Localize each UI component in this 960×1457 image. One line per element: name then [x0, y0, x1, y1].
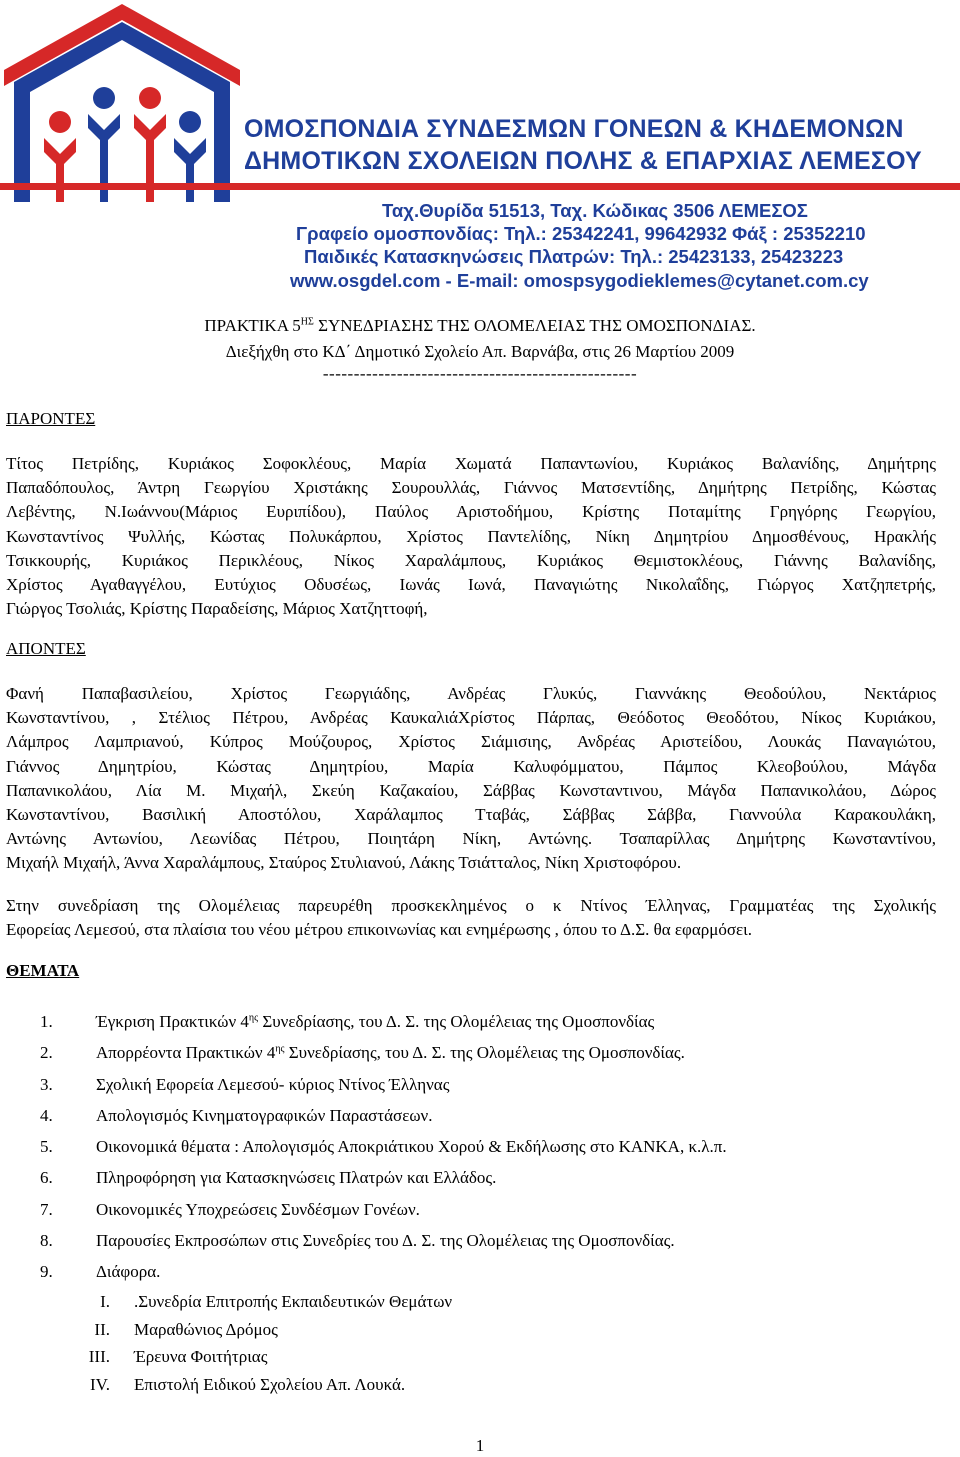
- contact-office-phone: Γραφείο ομοσπονδίας: Τηλ.: 25342241, 99642932 Φάξ : 25352210: [296, 223, 866, 244]
- subtopics-list: [80, 1292, 452, 1403]
- page-number: 1: [475, 1436, 485, 1455]
- topic-item: 2. Απορρέοντα Πρακτικών $4^{\eta\varsigma}$ Συνεδρίασης, του Δ. Σ. της Ολομέλειας της Ομοσπονδίας.: [40, 1043, 685, 1063]
- present-line: Χρίστος Αγαθαγγέλου, Ευτύχιος Οδυσέως, Ιωνάς Ιωνά, Παναγιώτης Νικολαΐδης, Γιώργος Χατζηπετρής,: [6, 575, 936, 595]
- header-divider: [0, 183, 960, 190]
- present-line: Κωνσταντίνος Ψυλλής, Κώστας Πολυκάρπου, Χρίστος Παντελίδης, Νίκη Δημητρίου Δημοσθένους, Ηρακλής: [6, 526, 936, 546]
- subtopic-item: II. Μαραθώνιος Δρόμος: [94, 1319, 278, 1339]
- subtopic-item: III. Έρευνα Φοιτήτριας: [88, 1347, 268, 1367]
- subtopic-item: I. .Συνεδρία Επιτροπής Εκπαιδευτικών Θεμάτων: [100, 1292, 453, 1311]
- absent-line: Κωνσταντίνου, , Στέλιος Πέτρου, Ανδρέας ΚαυκαλιάΧρίστος Πάρπας, Θεόδοτος Θεοδότου, Νίκος Κυριάκου,: [6, 708, 936, 728]
- topics-heading: ΘΕΜΑΤΑ: [6, 961, 80, 980]
- guest-paragraph: [6, 894, 936, 942]
- present-list: [6, 452, 936, 621]
- organization-name-line2: ΔΗΜΟΤΙΚΩΝ ΣΧΟΛΕΙΩΝ ΠΟΛΗΣ & ΕΠΑΡΧΙΑΣ ΛΕΜΕΣΟΥ: [244, 147, 922, 175]
- absent-line: Λάμπρος Λαμπριανού, Κύπρος Μούζουρος, Χρίστος Σιάμισιης, Ανδρέας Αριστείδου, Λουκάς Παναγιώτου,: [6, 732, 936, 752]
- topics-list: [40, 1012, 727, 1294]
- title-separator: ---------------------------------------------------: [322, 364, 638, 383]
- minutes-subtitle: Διεξήχθη στο ΚΔ΄ Δημοτικό Σχολείο Απ. Βαρνάβα, στις 26 Μαρτίου 2009: [225, 342, 735, 361]
- absent-line: Φανή Παπαβασιλείου, Χρίστος Γεωργιάδης, Ανδρέας Γλυκύς, Γιαννάκης Θεοδούλου, Νεκτάριος: [6, 684, 936, 703]
- guest-line: Εφορείας Λεμεσού, στα πλαίσια του νέου μέτρου επικοινωνίας και ενημέρωσης , όπου το Δ.Σ. θα εφαρμόσει.: [6, 920, 752, 940]
- contact-camp-phone: Παιδικές Κατασκηνώσεις Πλατρών: Τηλ.: 25423133, 25423223: [304, 246, 844, 267]
- topic-item: 9. Διάφορα.: [40, 1262, 161, 1282]
- absent-list: [6, 682, 936, 876]
- present-line: Γιώργος Τσολιάς, Κρίστης Παραδείσης, Μάριος Χατζηττοφή,: [6, 599, 428, 619]
- organization-name-line1: ΟΜΟΣΠΟΝΔΙΑ ΣΥΝΔΕΣΜΩΝ ΓΟΝΕΩΝ & ΚΗΔΕΜΟΝΩΝ: [244, 115, 904, 143]
- absent-line: Αντώνης Αντωνίου, Λεωνίδας Πέτρου, Ποιητάρη Νίκη, Αντώνης. Τσαπαρίλλας Δημήτρης Κωνσταντίνου,: [6, 829, 936, 849]
- guest-line: Στην συνεδρίαση της Ολομέλειας παρευρέθη προσκεκλημένος ο κ Ντίνος Έλληνας, Γραμματέας της Σχολικής: [6, 896, 936, 915]
- family-house-logo-icon: [4, 2, 240, 202]
- present-line: Τσικκουρής, Κυριάκος Περικλέους, Νίκος Χαραλάμπους, Κυριάκος Θεμιστοκλέους, Γιάννης Βαλανίδης,: [6, 550, 936, 570]
- absent-line: Γιάννος Δημητρίου, Κώστας Δημητρίου, Μαρία Καλυφόμματου, Πάμπος Κλεοβούλου, Μάγδα: [6, 756, 936, 776]
- absent-line: Παπανικολάου, Λία Μ. Μιχαήλ, Σκεύη Καζακαίου, Σάββας Κωνσταντινου, Μάγδα Παπανικολάου, Δώρος: [6, 780, 936, 800]
- topic-item: 4. Απολογισμός Κινηματογραφικών Παραστάσεων.: [40, 1105, 433, 1125]
- topic-item: 1. Έγκριση Πρακτικών $4^{\eta\varsigma}$ Συνεδρίασης, του Δ. Σ. της Ολομέλειας της Ομοσπονδίας: [40, 1012, 655, 1031]
- topic-item: 6. Πληροφόρηση για Κατασκηνώσεις Πλατρών και Ελλάδος.: [40, 1168, 497, 1188]
- present-line: Παπαδόπουλος, Άντρη Γεωργίου Χριστάκης Σουρουλλάς, Γιάννος Ματσεντίδης, Δημήτρης Πετρίδης, Κώστας: [6, 478, 936, 498]
- absent-line: Μιχαήλ Μιχαήλ, Άννα Χαραλάμπους, Σταύρος Στυλιανού, Λάκης Τσιάτταλος, Νίκη Χριστοφόρου.: [6, 853, 682, 873]
- absent-heading: ΑΠΟΝΤΕΣ: [6, 639, 86, 658]
- absent-line: Κωνσταντίνου, Βασιλική Αποστόλου, Χαράλαμπος Τταβάς, Σάββας Σάββα, Γιαννούλα Καρακουλάκη,: [6, 805, 936, 825]
- present-line: Λεβέντης, Ν.Ιωάννου(Μάριος Ευριπίδου), Παύλος Αριστοδήμου, Κρίστης Ποταμίτης Γρηγόρης Γεωργίου,: [6, 502, 936, 522]
- contact-address: Ταχ.Θυρίδα 51513, Ταχ. Κώδικας 3506 ΛΕΜΕΣΟΣ: [382, 200, 808, 221]
- present-line: Τίτος Πετρίδης, Κυριάκος Σοφοκλέους, Μαρία Χωματά Παπαντωνίου, Κυριάκος Βαλανίδης, Δημήτρης: [6, 454, 936, 473]
- present-heading: ΠΑΡΟΝΤΕΣ: [6, 409, 96, 428]
- topic-item: 8. Παρουσίες Εκπροσώπων στις Συνεδρίες του Δ. Σ. της Ολομέλειας της Ομοσπονδίας.: [40, 1231, 675, 1251]
- minutes-title: ΠΡΑΚΤΙΚΑ $5^{H\Sigma}$ ΣΥΝΕΔΡΙΑΣΗΣ ΤΗΣ ΟΛΟΜΕΛΕΙΑΣ ΤΗΣ ΟΜΟΣΠΟΝΔΙΑΣ.: [204, 316, 756, 335]
- subtopic-item: IV. Επιστολή Ειδικού Σχολείου Απ. Λουκά.: [90, 1375, 406, 1395]
- topic-item: 5. Οικονομικά θέματα : Απολογισμός Αποκριάτικου Χορού & Εκδήλωσης στο ΚΑΝΚΑ, κ.λ.π.: [40, 1137, 727, 1157]
- topic-item: 7. Οικονομικές Υποχρεώσεις Συνδέσμων Γονέων.: [40, 1199, 420, 1219]
- topic-item: 3. Σχολική Εφορεία Λεμεσού- κύριος Ντίνος Έλληνας: [40, 1074, 450, 1094]
- contact-web-email: www.osgdel.com - E-mail: omospsygodieklemes@cytanet.com.cy: [290, 270, 869, 291]
